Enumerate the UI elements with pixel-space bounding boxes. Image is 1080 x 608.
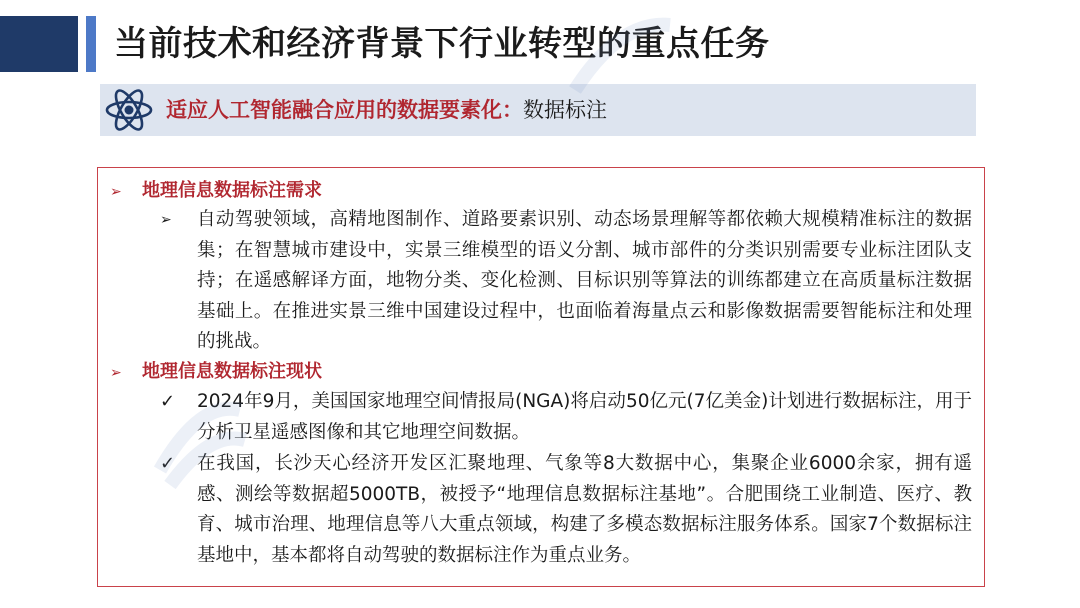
section-heading-demand: ➢ 地理信息数据标注需求 [110,176,322,206]
section-heading-status: ➢ 地理信息数据标注现状 [110,357,322,387]
title-accent-bar [86,16,96,72]
subtitle-accent: 适应人工智能融合应用的数据要素化： [166,98,523,122]
arrow-bullet-icon: ➢ [110,365,122,381]
page-title: 当前技术和经济背景下行业转型的重点任务 [114,24,770,64]
section-paragraph: 在我国，长沙天心经济开发区汇聚地理、气象等8大数据中心，集聚企业6000余家，拥有遥感、测绘等数据超5000TB，被授予“地理信息数据标注基地”。合肥围绕工业制造、医疗、教育、城市治理、地理信息等八大重点领域，构建了多模态数据标注服务体系。国家7个数据标注基地中，基本都将自动驾驶的数据标注作为重点业务。 [197,453,972,566]
arrow-bullet-icon: ➢ [110,184,122,200]
subtitle-plain: 数据标注 [523,98,607,122]
section-paragraph: 2024年9月，美国国家地理空间情报局(NGA)将启动50亿元(7亿美金)计划进行数据标注，用于分析卫星遥感图像和其它地理空间数据。 [197,391,972,443]
check-icon: ✓ [160,453,176,474]
section-paragraph: 自动驾驶领域，高精地图制作、道路要素识别、动态场景理解等都依赖大规模精准标注的数据集；在智慧城市建设中，实景三维模型的语义分割、城市部件的分类识别需要专业标注团队支持；在遥感解译方面，地物分类、变化检测、目标识别等算法的训练都建立在高质量标注数据基础上。在推进实景三维中国建设过程中，也面临着海量点云和影像数据需要智能标注和处理的挑战。 [197,209,972,352]
subtitle [166,84,607,136]
check-icon: ✓ [160,391,176,412]
title-left-block [0,16,78,72]
atom-icon [103,84,155,136]
arrow-bullet-icon: ➢ [160,212,172,228]
